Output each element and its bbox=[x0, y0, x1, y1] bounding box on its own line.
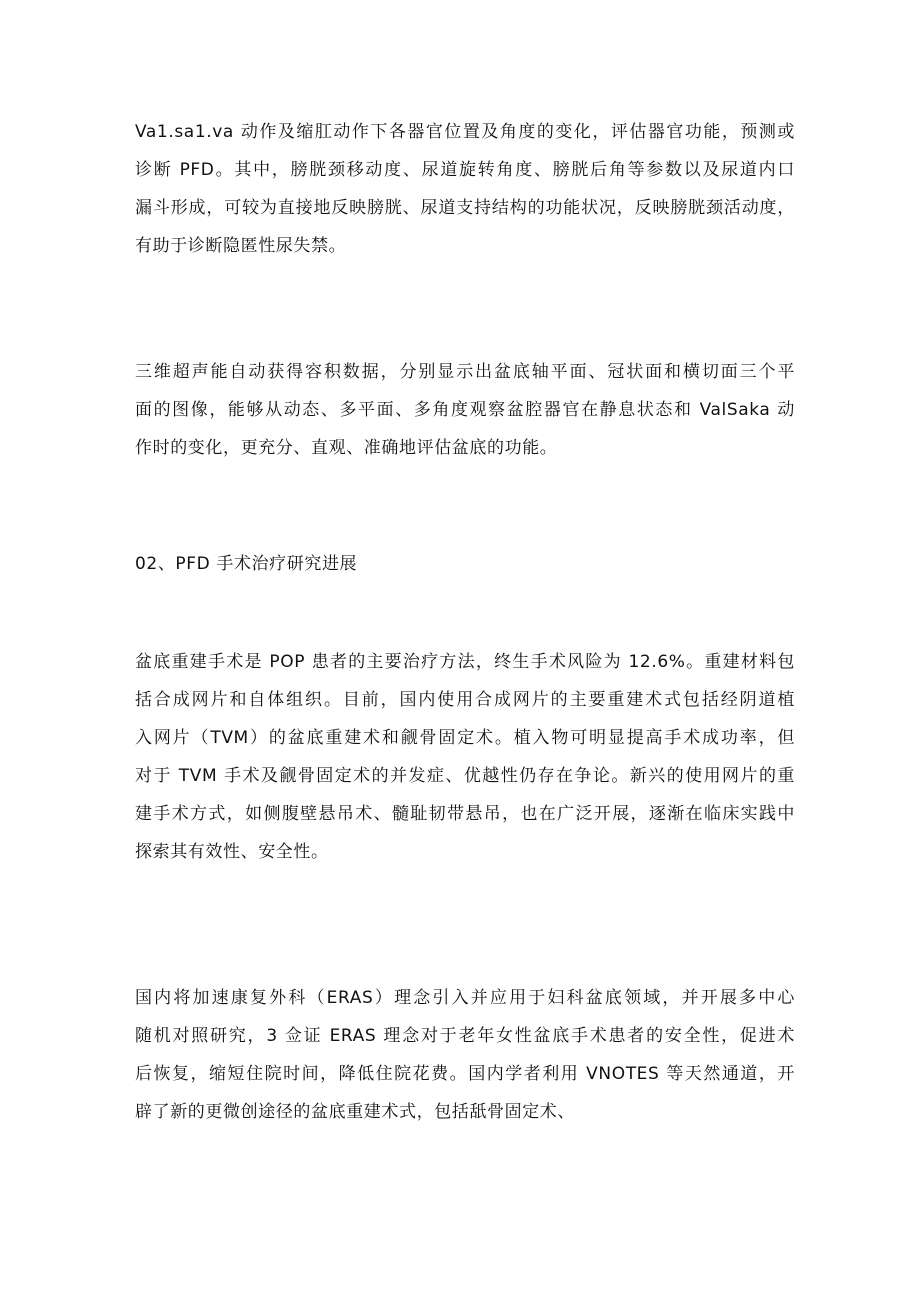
paragraph-eras bbox=[135, 979, 795, 1131]
text-line: 有助于诊断隐匿性尿失禁。 bbox=[135, 236, 347, 256]
heading-text: 02、PFD 手术治疗研究进展 bbox=[135, 554, 358, 574]
text-line: 面的图像，能够从动态、多平面、多角度观察盆腔器官在静息状态和 ValSaka 动 bbox=[135, 400, 795, 420]
text-line: 随机对照研究，3 佥证 ERAS 理念对于老年女性盆底手术患者的安全性，促进术 bbox=[135, 1026, 795, 1046]
text-line: Va1.sa1.va 动作及缩肛动作下各器官位置及角度的变化，评估器官功能，预测或 bbox=[135, 122, 795, 142]
text-line: 探索其有效性、安全性。 bbox=[135, 842, 329, 862]
text-line: 入网片（TVM）的盆底重建术和觎骨固定术。植入物可明显提高手术成功率，但 bbox=[135, 728, 795, 748]
paragraph-ultrasound-3d bbox=[135, 353, 795, 467]
paragraph-ultrasound-2d bbox=[135, 113, 795, 265]
text-line: 辟了新的更微创途径的盆底重建术式，包括舐骨固定术、 bbox=[135, 1102, 575, 1122]
text-line: 建手术方式，如侧腹壁悬吊术、髓耻韧带悬吊，也在广泛开展，逐渐在临床实践中 bbox=[135, 804, 795, 824]
text-line: 漏斗形成，可较为直接地反映膀胱、尿道支持结构的功能状况，反映膀胱颈活动度， bbox=[135, 198, 795, 218]
text-line: 国内将加速康复外科（ERAS）理念引入并应用于妇科盆底领域，并开展多中心 bbox=[135, 988, 795, 1008]
text-line: 对于 TVM 手术及觎骨固定术的并发症、优越性仍存在争论。新兴的使用网片的重 bbox=[135, 766, 795, 786]
paragraph-surgery bbox=[135, 643, 795, 871]
text-line: 盆底重建手术是 POP 患者的主要治疗方法，终生手术风险为 12.6%。重建材料包 bbox=[135, 652, 795, 672]
text-line: 作时的变化，更充分、直观、准确地评估盆底的功能。 bbox=[135, 438, 558, 458]
text-line: 括合成网片和自体组织。目前，国内使用合成网片的主要重建术式包括经阴道植 bbox=[135, 690, 795, 710]
text-line: 诊断 PFD。其中，膀胱颈移动度、尿道旋转角度、膀胱后角等参数以及尿道内口 bbox=[135, 160, 795, 180]
text-line: 后恢复，缩短住院时间，降低住院花费。国内学者利用 VNOTES 等天然通道，开 bbox=[135, 1064, 795, 1084]
section-heading bbox=[135, 545, 795, 583]
text-line: 三维超声能自动获得容积数据，分别显示出盆底轴平面、冠状面和横切面三个平 bbox=[135, 362, 795, 382]
